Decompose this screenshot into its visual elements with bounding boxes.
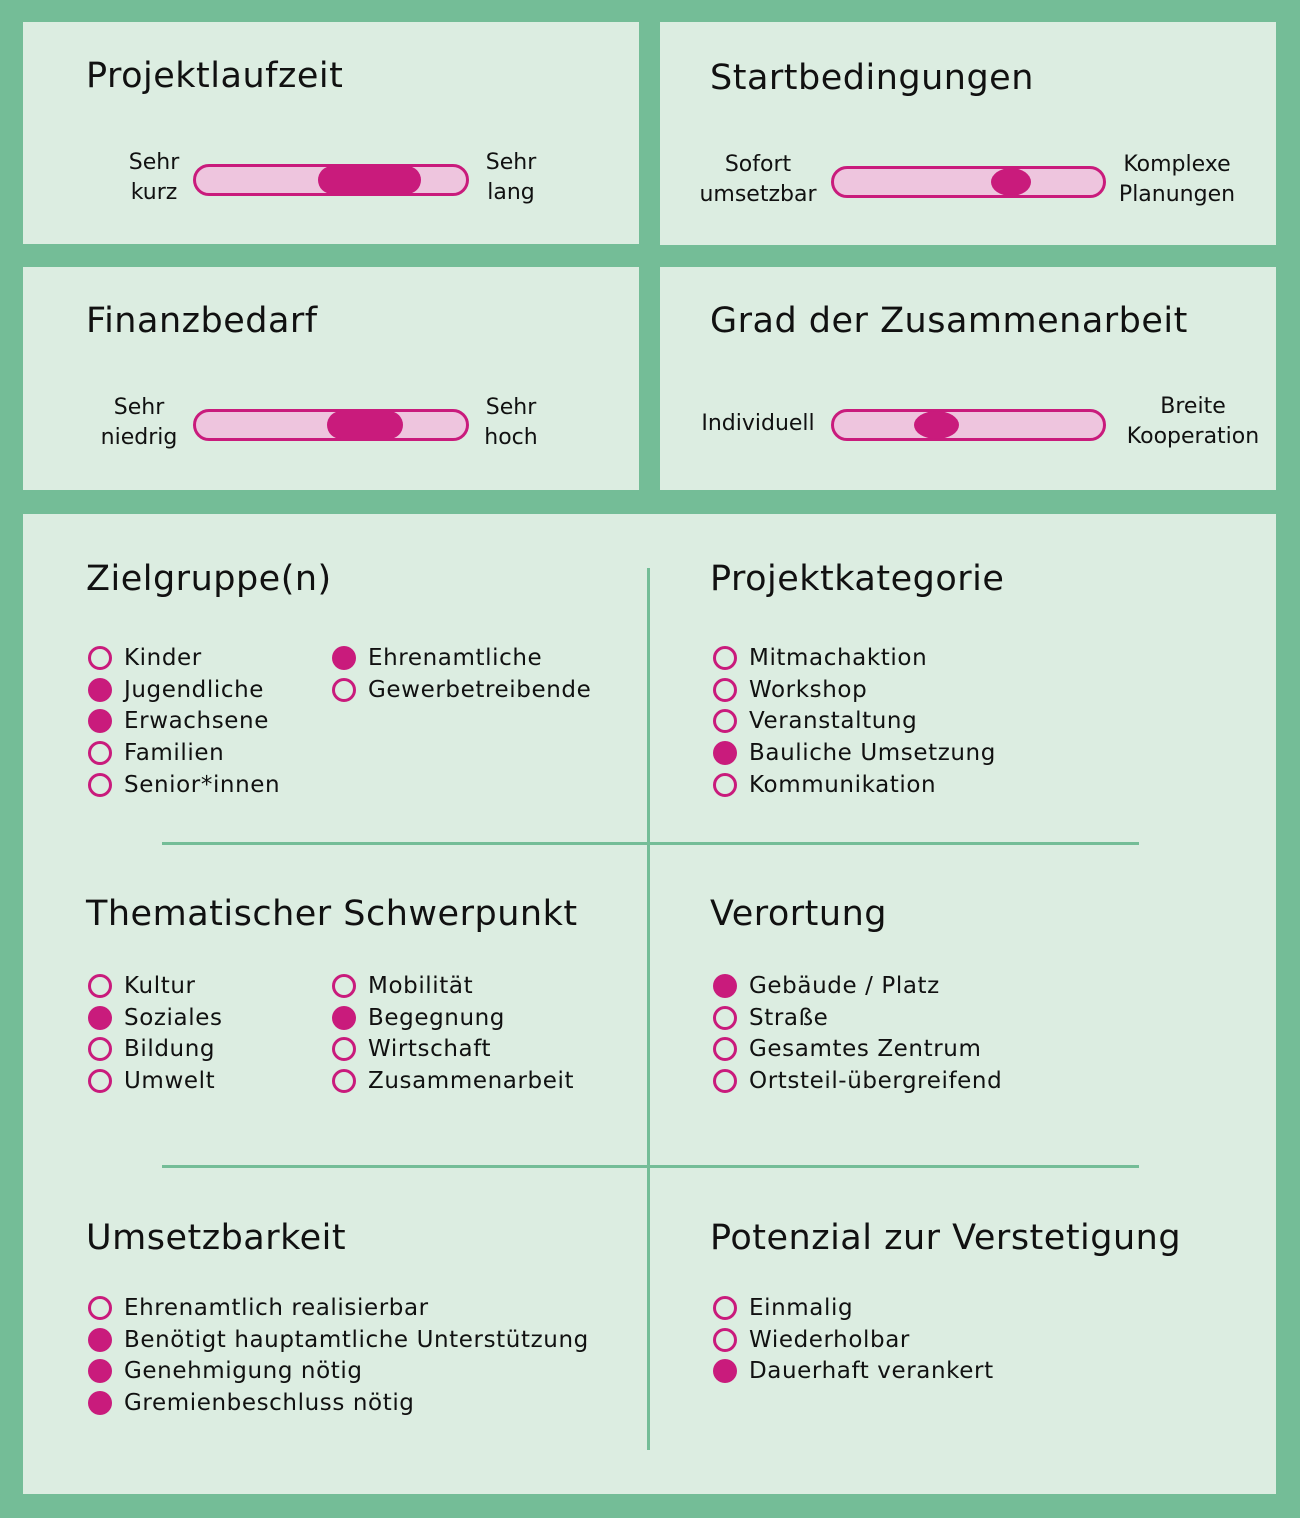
verstetigung-list: [716, 1292, 994, 1387]
option-label: Mobilität: [368, 972, 474, 999]
slider-right-label-line: Sehr: [485, 395, 537, 420]
umsetzbarkeit-list: [91, 1292, 589, 1419]
radio-empty-icon[interactable]: [88, 741, 112, 765]
slider-handle[interactable]: [318, 166, 421, 194]
option-kinder[interactable]: [91, 642, 280, 674]
section-title-schwerpunkt: Thematischer Schwerpunkt: [86, 894, 578, 934]
panel-criteria: [23, 514, 1276, 1494]
radio-filled-icon[interactable]: [332, 1006, 356, 1030]
horizontal-divider-2: [162, 1165, 1139, 1168]
option-wirtschaft[interactable]: [335, 1033, 574, 1065]
option-label: Familien: [124, 739, 225, 766]
option-label: Gremienbeschluss nötig: [124, 1389, 415, 1416]
option-zusammenarbeit[interactable]: [335, 1065, 574, 1097]
verortung-list: [716, 970, 1002, 1097]
option-label: Wirtschaft: [368, 1036, 492, 1063]
option-kultur[interactable]: [91, 970, 223, 1002]
option-label: Veranstaltung: [749, 708, 918, 735]
option-label: Wiederholbar: [749, 1326, 910, 1353]
radio-empty-icon[interactable]: [88, 1069, 112, 1093]
radio-empty-icon[interactable]: [713, 1296, 737, 1320]
radio-filled-icon[interactable]: [713, 741, 737, 765]
option-label: Ortsteil-übergreifend: [749, 1067, 1003, 1094]
option-label: Umwelt: [124, 1067, 216, 1094]
option-label: Straße: [749, 1004, 829, 1031]
radio-empty-icon[interactable]: [88, 646, 112, 670]
option-gebaeude-platz[interactable]: [716, 970, 1002, 1002]
radio-filled-icon[interactable]: [713, 1359, 737, 1383]
finanzbedarf-slider-track[interactable]: [193, 409, 469, 441]
option-label: Bildung: [124, 1036, 216, 1063]
slider-left-label-line: Sofort: [724, 152, 792, 177]
slider-handle[interactable]: [327, 411, 403, 439]
option-genehmigung-noetig[interactable]: [91, 1355, 589, 1387]
radio-filled-icon[interactable]: [713, 974, 737, 998]
slider-right-label: [1120, 392, 1266, 452]
slider-left-label: [119, 148, 189, 208]
projektkategorie-list: [716, 642, 996, 800]
option-dauerhaft-verankert[interactable]: [716, 1355, 994, 1387]
radio-empty-icon[interactable]: [713, 709, 737, 733]
section-title-verstetigung: Potenzial zur Verstetigung: [710, 1218, 1182, 1258]
option-einmalig[interactable]: [716, 1292, 994, 1324]
panel-grad-der-zusammenarbeit: [660, 267, 1276, 490]
slider-right-label-line: Komplexe: [1123, 152, 1231, 177]
option-label: Gebäude / Platz: [749, 972, 940, 999]
option-label: Senior*innen: [124, 771, 281, 798]
vertical-divider: [647, 568, 650, 1450]
slider-handle[interactable]: [991, 168, 1031, 196]
slider-left-label-line: Sehr: [128, 150, 180, 175]
slider-right-label-line: Kooperation: [1126, 424, 1260, 449]
slider-left-label-line: kurz: [130, 180, 178, 205]
option-label: Erwachsene: [124, 708, 269, 735]
option-bauliche-umsetzung[interactable]: [716, 737, 996, 769]
slider-right-label-line: lang: [487, 180, 535, 205]
option-label: Workshop: [749, 676, 868, 703]
slider-left-label-line: Individuell: [701, 411, 815, 436]
option-seniorinnen[interactable]: [91, 769, 280, 801]
slider-title: Grad der Zusammenarbeit: [710, 301, 1188, 341]
option-ortsteil-uebergreifend[interactable]: [716, 1065, 1002, 1097]
slider-right-label-line: Breite: [1160, 394, 1226, 419]
slider-left-label-line: umsetzbar: [699, 182, 817, 207]
option-label: Kommunikation: [749, 771, 937, 798]
radio-filled-icon[interactable]: [88, 1006, 112, 1030]
radio-empty-icon[interactable]: [88, 974, 112, 998]
radio-empty-icon[interactable]: [713, 773, 737, 797]
option-mobilitaet[interactable]: [335, 970, 574, 1002]
horizontal-divider-1: [162, 842, 1139, 845]
option-label: Begegnung: [368, 1004, 506, 1031]
option-label: Bauliche Umsetzung: [749, 739, 996, 766]
option-label: Einmalig: [749, 1294, 854, 1321]
radio-filled-icon[interactable]: [88, 1391, 112, 1415]
radio-empty-icon[interactable]: [713, 646, 737, 670]
section-title-zielgruppen: Zielgruppe(n): [86, 559, 332, 599]
radio-filled-icon[interactable]: [332, 646, 356, 670]
slider-handle[interactable]: [914, 411, 959, 439]
option-gewerbetreibende[interactable]: [335, 674, 591, 706]
radio-empty-icon[interactable]: [713, 1037, 737, 1061]
slider-title: Projektlaufzeit: [86, 56, 344, 96]
option-label: Soziales: [124, 1004, 223, 1031]
startbedingungen-slider-track[interactable]: [831, 166, 1106, 198]
radio-empty-icon[interactable]: [88, 1296, 112, 1320]
option-label: Benötigt hauptamtliche Unterstützung: [124, 1326, 589, 1353]
zielgruppen-list-col2: [335, 642, 591, 705]
projektlaufzeit-slider-track[interactable]: [193, 164, 469, 196]
option-umwelt[interactable]: [91, 1065, 223, 1097]
radio-filled-icon[interactable]: [88, 1328, 112, 1352]
radio-empty-icon[interactable]: [713, 1069, 737, 1093]
radio-empty-icon[interactable]: [332, 974, 356, 998]
radio-empty-icon[interactable]: [713, 678, 737, 702]
option-bildung[interactable]: [91, 1033, 223, 1065]
option-hauptamtliche-unterstuetzung[interactable]: [91, 1324, 589, 1356]
option-label: Gesamtes Zentrum: [749, 1036, 982, 1063]
option-begegnung[interactable]: [335, 1002, 574, 1034]
section-title-umsetzbarkeit: Umsetzbarkeit: [86, 1218, 347, 1258]
slider-left-label: [694, 409, 822, 439]
option-wiederholbar[interactable]: [716, 1324, 994, 1356]
radio-filled-icon[interactable]: [88, 709, 112, 733]
zielgruppen-list-col1: [91, 642, 280, 800]
option-kommunikation[interactable]: [716, 769, 996, 801]
option-ehrenamtliche[interactable]: [335, 642, 591, 674]
radio-empty-icon[interactable]: [332, 1037, 356, 1061]
radio-filled-icon[interactable]: [88, 678, 112, 702]
option-familien[interactable]: [91, 737, 280, 769]
option-soziales[interactable]: [91, 1002, 223, 1034]
slider-title: Finanzbedarf: [86, 301, 318, 341]
option-gremienbeschluss-noetig[interactable]: [91, 1387, 589, 1419]
panel-finanzbedarf: [23, 267, 639, 490]
slider-left-label: [694, 150, 822, 210]
option-label: Mitmachaktion: [749, 644, 928, 671]
option-ehrenamtlich-realisierbar[interactable]: [91, 1292, 589, 1324]
schwerpunkt-list-col2: [335, 970, 574, 1097]
slider-right-label-line: hoch: [484, 425, 538, 450]
option-veranstaltung[interactable]: [716, 705, 996, 737]
option-label: Dauerhaft verankert: [749, 1358, 994, 1385]
option-label: Jugendliche: [124, 676, 265, 703]
slider-right-label: [1112, 150, 1242, 210]
panel-projektlaufzeit: [23, 22, 639, 244]
slider-left-label-line: Sehr: [113, 395, 165, 420]
option-label: Genehmigung nötig: [124, 1358, 363, 1385]
slider-right-label-line: Planungen: [1118, 182, 1236, 207]
radio-empty-icon[interactable]: [713, 1328, 737, 1352]
option-strasse[interactable]: [716, 1002, 1002, 1034]
slider-right-label: [476, 148, 546, 208]
radio-empty-icon[interactable]: [88, 773, 112, 797]
option-erwachsene[interactable]: [91, 705, 280, 737]
radio-empty-icon[interactable]: [332, 678, 356, 702]
radio-empty-icon[interactable]: [88, 1037, 112, 1061]
slider-left-label-line: niedrig: [100, 425, 178, 450]
option-label: Kultur: [124, 972, 196, 999]
slider-right-label-line: Sehr: [485, 150, 537, 175]
radio-empty-icon[interactable]: [332, 1069, 356, 1093]
option-gesamtes-zentrum[interactable]: [716, 1033, 1002, 1065]
slider-left-label: [89, 393, 189, 453]
panel-startbedingungen: [660, 22, 1276, 245]
slider-title: Startbedingungen: [710, 58, 1034, 98]
option-label: Zusammenarbeit: [368, 1067, 575, 1094]
option-label: Gewerbetreibende: [368, 676, 592, 703]
option-label: Ehrenamtliche: [368, 644, 543, 671]
option-label: Ehrenamtlich realisierbar: [124, 1294, 429, 1321]
option-jugendliche[interactable]: [91, 674, 280, 706]
slider-right-label: [476, 393, 546, 453]
radio-empty-icon[interactable]: [713, 1006, 737, 1030]
option-label: Kinder: [124, 644, 202, 671]
section-title-projektkategorie: Projektkategorie: [710, 559, 1005, 599]
option-workshop[interactable]: [716, 674, 996, 706]
schwerpunkt-list-col1: [91, 970, 223, 1097]
option-mitmachaktion[interactable]: [716, 642, 996, 674]
section-title-verortung: Verortung: [710, 894, 887, 934]
zusammenarbeit-slider-track[interactable]: [831, 409, 1106, 441]
radio-filled-icon[interactable]: [88, 1359, 112, 1383]
